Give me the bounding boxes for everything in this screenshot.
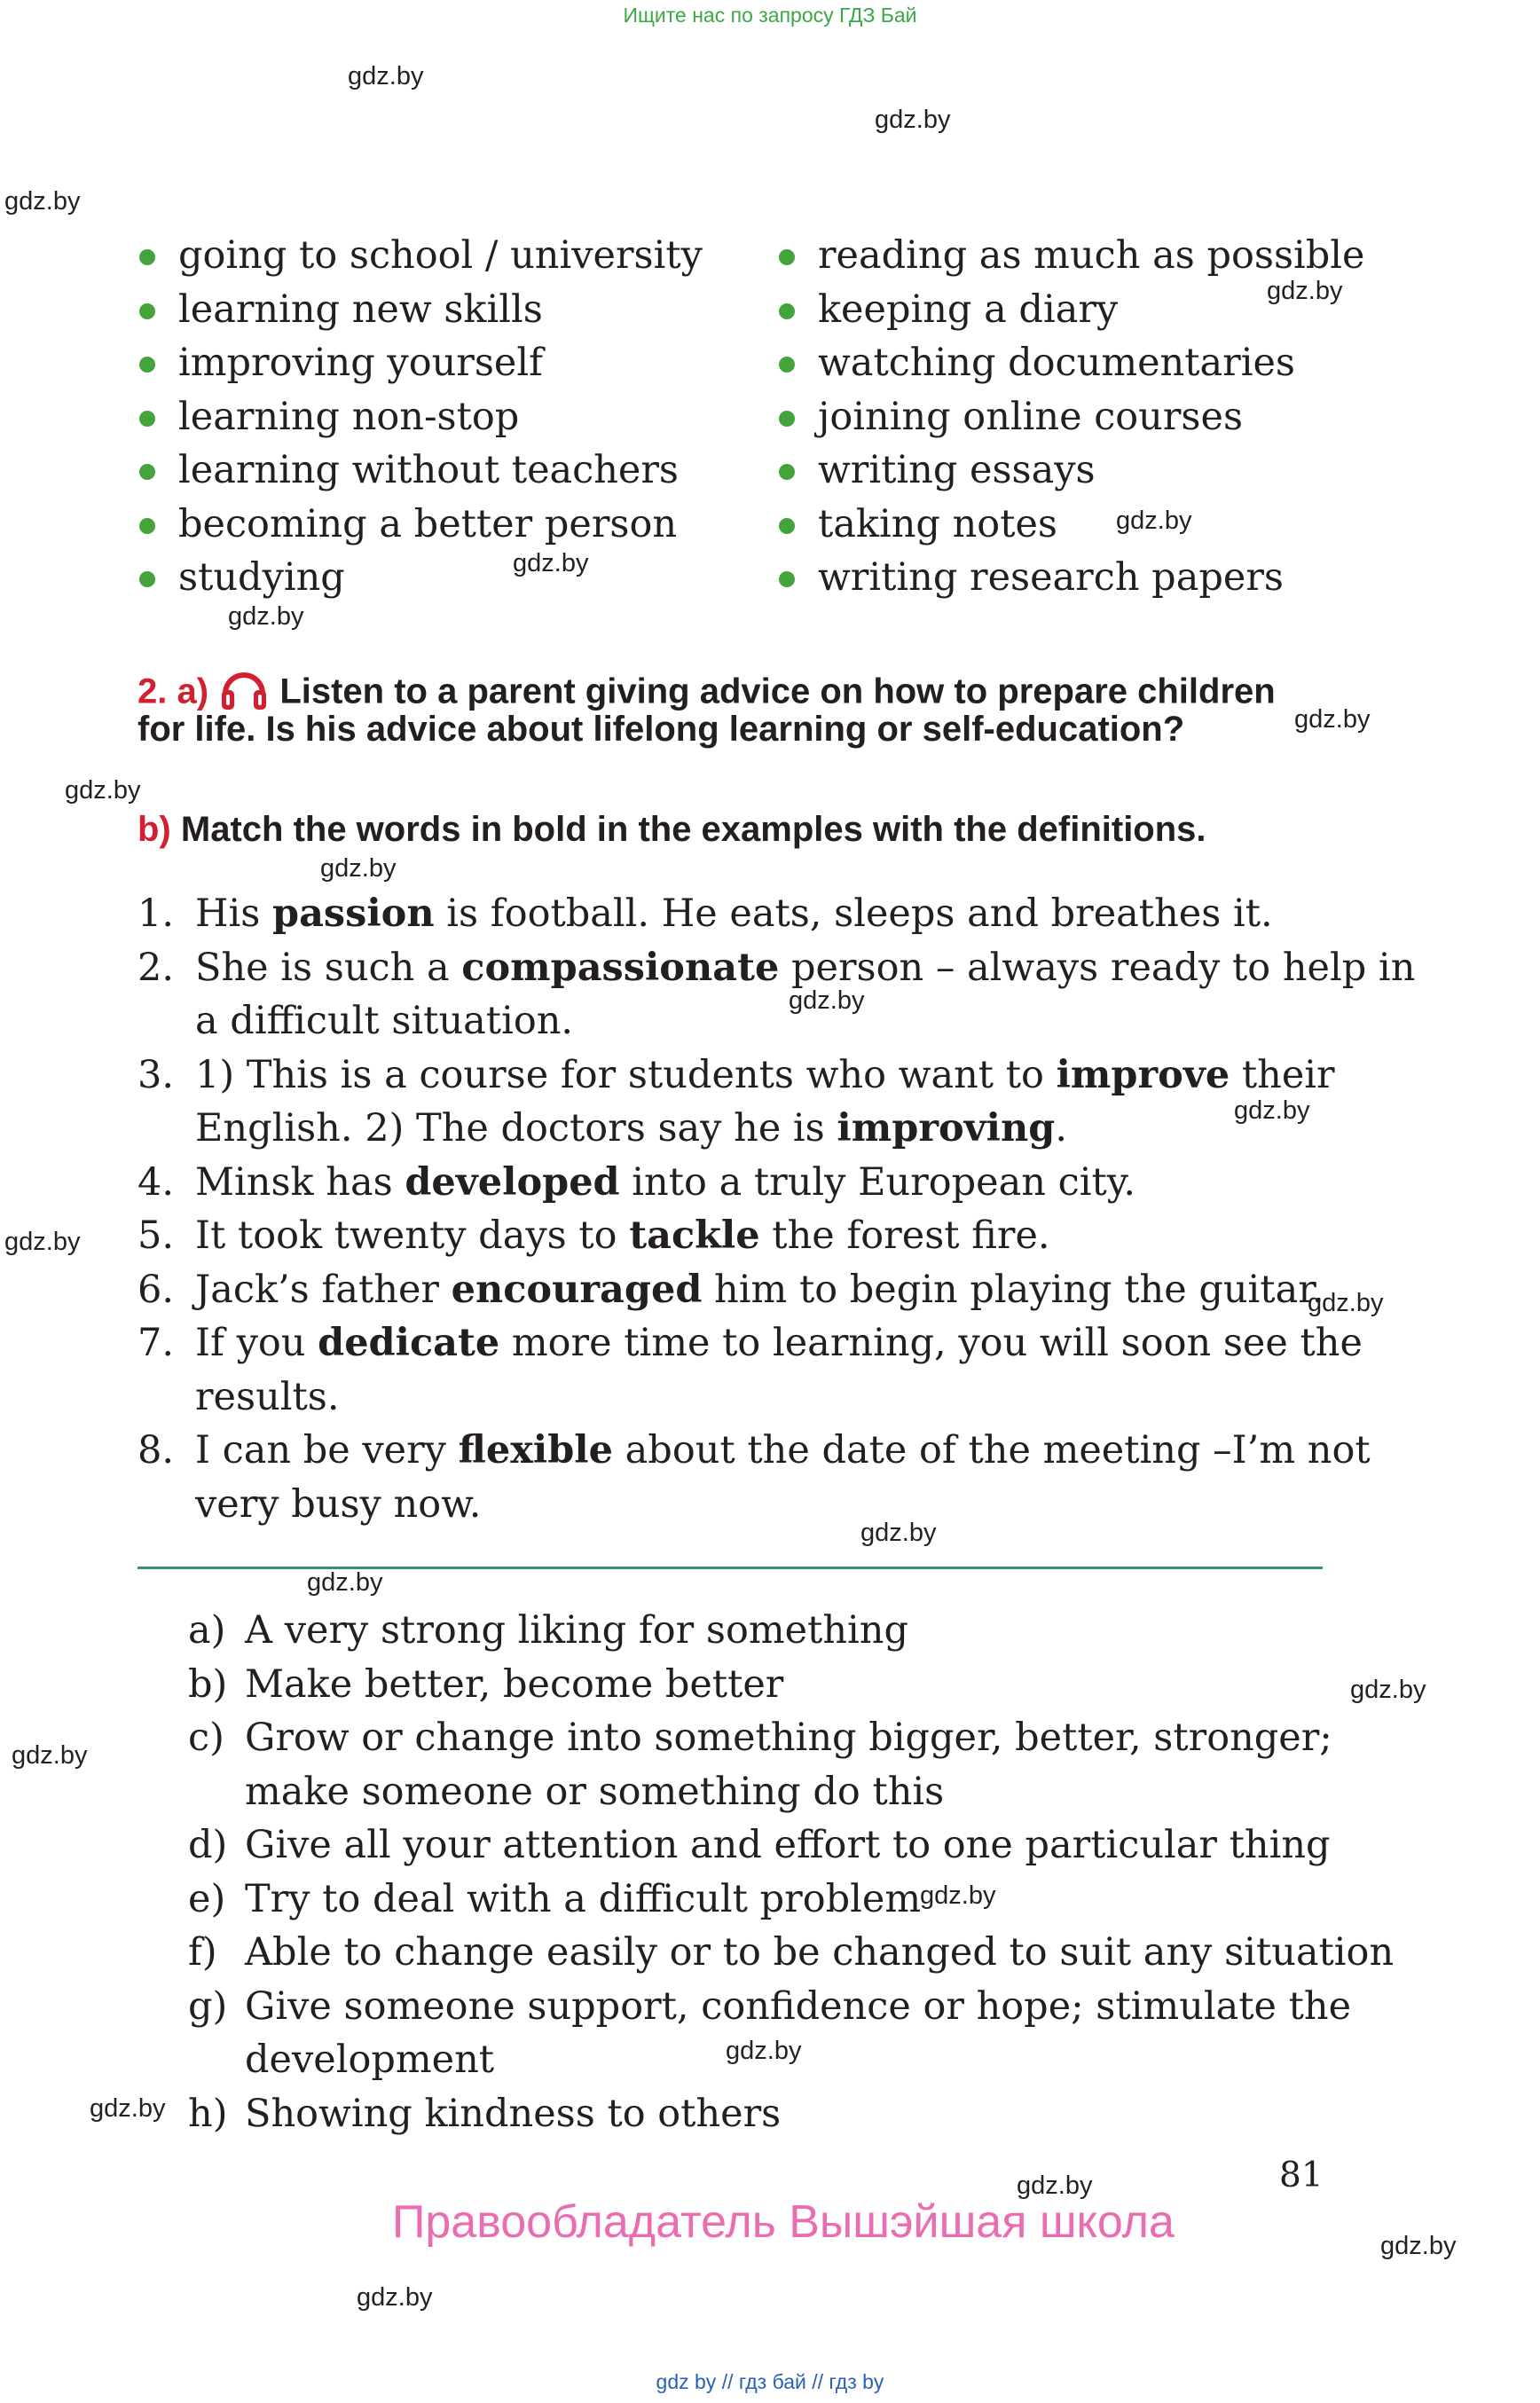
example-line (195, 1316, 1415, 1370)
example-text: . (1055, 1106, 1067, 1150)
watermark: gdz.by (90, 2094, 166, 2123)
bullet-item: writing essays (777, 444, 1365, 498)
task-a-label: a) (177, 671, 209, 711)
example-text: I can be very (195, 1428, 459, 1472)
watermark: gdz.by (1294, 705, 1371, 734)
bullet-item: becoming a better person (138, 498, 703, 552)
bold-keyword: improving (837, 1106, 1056, 1150)
top-banner: Ищите нас по запросу ГДЗ Бай (623, 4, 917, 27)
example-text: very busy now. (195, 1481, 482, 1527)
bullet-dot-icon (779, 464, 795, 480)
example-line (195, 1478, 1415, 1532)
definition-letter: c) (188, 1716, 224, 1760)
example-text: results. (195, 1374, 340, 1419)
watermark: gdz.by (320, 854, 397, 883)
example-line (195, 941, 1415, 995)
watermark: gdz.by (1116, 507, 1192, 535)
bullet-item: reading as much as possible (777, 229, 1365, 283)
task-2b (138, 810, 1206, 850)
watermark: gdz.by (1234, 1096, 1310, 1125)
example-text: him to begin playing the guitar. (702, 1267, 1324, 1312)
watermark: gdz.by (4, 1228, 81, 1256)
example-text: about the date of the meeting –I’m not (613, 1428, 1371, 1472)
example-text: His (195, 891, 272, 936)
bullet-dot-icon (779, 411, 795, 427)
example-text: She is such a (195, 945, 462, 990)
example-number: 1. (138, 891, 175, 936)
definition-letter: d) (188, 1823, 228, 1867)
example-text: English. 2) The doctors say he is (195, 1106, 837, 1150)
watermark: gdz.by (1308, 1289, 1384, 1317)
example-item (138, 1048, 1415, 1156)
example-text: Jack’s father (195, 1267, 452, 1312)
example-text: is football. He eats, sleeps and breathes it. (434, 891, 1273, 936)
definition-text: Make better, become better (245, 1661, 784, 1707)
example-number: 4. (138, 1159, 175, 1205)
example-line (195, 1102, 1415, 1156)
task-b-label: b) (138, 810, 171, 849)
example-line (195, 1048, 1415, 1103)
task-2b-text: Match the words in bold in the examples with the definitions. (180, 810, 1206, 849)
watermark: gdz.by (1267, 277, 1343, 305)
example-text: 1) This is a course for students who want to (195, 1052, 1057, 1097)
example-text: a difficult situation. (195, 999, 574, 1043)
bullet-item: improving yourself (138, 336, 703, 390)
bullet-dot-icon (779, 518, 795, 534)
example-item (138, 1424, 1415, 1531)
example-text: the forest fire. (759, 1213, 1050, 1258)
bullet-dot-icon (139, 411, 155, 427)
definition-item (188, 1604, 1394, 1658)
watermark: gdz.by (348, 62, 424, 90)
watermark: gdz.by (860, 1519, 937, 1547)
bold-keyword: compassionate (461, 945, 780, 990)
bullet-item: studying (138, 551, 703, 605)
bullet-item: watching documentaries (777, 336, 1365, 390)
watermark: gdz.by (1380, 2232, 1457, 2260)
bullet-dot-icon (139, 249, 155, 265)
bullet-item: learning without teachers (138, 444, 703, 498)
definition-item (188, 2087, 1394, 2141)
bullet-item: taking notes (777, 498, 1365, 552)
bullet-item: joining online courses (777, 390, 1365, 444)
bullet-item: going to school / university (138, 229, 703, 283)
definition-text: Give all your attention and effort to one particular thing (245, 1823, 1331, 1867)
bullet-dot-icon (139, 464, 155, 480)
example-line (195, 1370, 1415, 1425)
divider-line (138, 1567, 1323, 1569)
bullet-dot-icon (139, 571, 155, 587)
definition-text: Showing kindness to others (245, 2091, 782, 2136)
definition-text: Able to change easily or to be changed to suit any situation (245, 1930, 1395, 1975)
watermark: gdz.by (65, 776, 141, 805)
watermark: gdz.by (357, 2283, 433, 2312)
definitions-list (188, 1604, 1394, 2140)
watermark: gdz.by (12, 1741, 88, 1770)
definition-text: make someone or something do this (245, 1769, 945, 1814)
definition-item (188, 1926, 1394, 1980)
bold-keyword: flexible (458, 1428, 613, 1472)
example-number: 7. (138, 1321, 175, 1365)
task-number: 2. (138, 671, 168, 711)
definition-text: development (245, 2038, 495, 2082)
bullet-list-right (777, 229, 1365, 605)
task-2a-line2: for life. Is his advice about lifelong learning or self-education? (138, 710, 1185, 749)
watermark: gdz.by (920, 1881, 996, 1910)
copyright-notice: Правообладатель Вышэйшая школа (392, 2196, 1175, 2248)
example-item (138, 941, 1415, 1048)
example-number: 3. (138, 1052, 175, 1097)
watermark: gdz.by (875, 106, 951, 134)
example-text: Minsk has (195, 1159, 405, 1205)
bullet-item: learning new skills (138, 283, 703, 337)
page-number: 81 (1279, 2156, 1324, 2195)
bullet-dot-icon (779, 571, 795, 587)
example-text: more time to learning, you will soon see the (499, 1321, 1363, 1365)
definition-text: Give someone support, confidence or hope; stimulate the (245, 1983, 1352, 2029)
bottom-banner: gdz by // гдз бай // гдз by (656, 2370, 884, 2393)
example-number: 5. (138, 1213, 175, 1258)
watermark: gdz.by (1350, 1676, 1426, 1704)
example-item (138, 1156, 1415, 1210)
example-text: If you (195, 1321, 318, 1365)
examples-list (138, 887, 1415, 1531)
bullet-item: keeping a diary (777, 283, 1365, 337)
example-text: It took twenty days to (195, 1213, 630, 1258)
example-line (195, 994, 1415, 1048)
bold-keyword: tackle (629, 1213, 760, 1258)
example-item (138, 887, 1415, 941)
task-2a-text: Listen to a parent giving advice on how to prepare children (279, 671, 1276, 711)
bullet-dot-icon (779, 303, 795, 319)
example-item (138, 1263, 1415, 1317)
definition-item (188, 1711, 1394, 1818)
bullet-dot-icon (779, 249, 795, 265)
definition-letter: a) (188, 1608, 226, 1653)
watermark: gdz.by (1017, 2171, 1093, 2200)
bold-keyword: dedicate (318, 1321, 500, 1365)
bullet-dot-icon (139, 303, 155, 319)
definition-letter: f) (188, 1930, 217, 1975)
definition-text: Grow or change into something bigger, better, stronger; (245, 1716, 1332, 1760)
definition-text: A very strong liking for something (245, 1608, 909, 1653)
bullet-dot-icon (139, 357, 155, 373)
bold-keyword: developed (405, 1159, 620, 1205)
bold-keyword: improve (1056, 1052, 1230, 1097)
watermark: gdz.by (789, 986, 865, 1015)
example-number: 6. (138, 1267, 175, 1312)
bullet-dot-icon (139, 518, 155, 534)
watermark: gdz.by (513, 549, 589, 577)
example-text: person – always ready to help in (779, 945, 1416, 990)
example-item (138, 1209, 1415, 1263)
definition-letter: g) (188, 1983, 228, 2029)
example-line (195, 1424, 1415, 1478)
watermark: gdz.by (228, 602, 304, 631)
definition-text: Try to deal with a difficult problem (245, 1876, 922, 1921)
definition-item (188, 1980, 1394, 2087)
definition-letter: b) (188, 1661, 228, 1707)
definition-item (188, 1818, 1394, 1873)
example-text: their (1230, 1052, 1335, 1097)
example-line (195, 887, 1415, 941)
example-text: into a truly European city. (619, 1159, 1135, 1205)
example-number: 8. (138, 1428, 175, 1472)
watermark: gdz.by (307, 1568, 383, 1597)
example-line (195, 1156, 1415, 1210)
bold-keyword: passion (272, 891, 435, 936)
example-line (195, 1263, 1415, 1317)
example-number: 2. (138, 945, 175, 990)
watermark: gdz.by (4, 187, 81, 216)
bold-keyword: encouraged (451, 1267, 703, 1312)
definition-letter: h) (188, 2091, 228, 2136)
bullet-item: learning non-stop (138, 390, 703, 444)
example-item (138, 1316, 1415, 1424)
example-line (195, 1209, 1415, 1263)
definition-letter: e) (188, 1876, 226, 1921)
watermark: gdz.by (726, 2037, 802, 2065)
definition-item (188, 1658, 1394, 1712)
bullet-item: writing research papers (777, 551, 1365, 605)
bullet-dot-icon (779, 357, 795, 373)
bullet-list-left (138, 229, 703, 605)
definition-item (188, 1873, 1394, 1927)
